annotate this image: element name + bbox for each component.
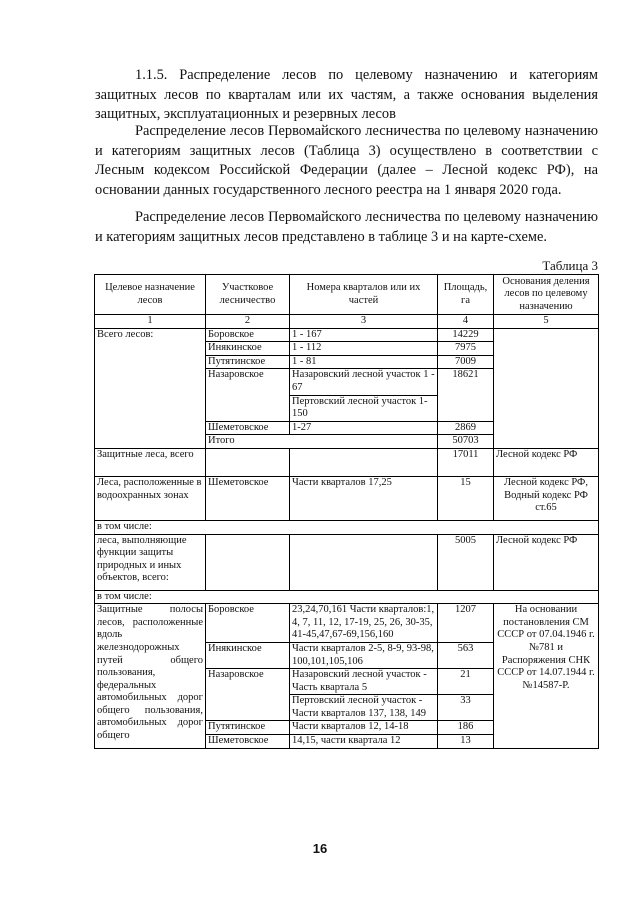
district-cell: Боровское <box>206 328 290 342</box>
quarters-cell: Части кварталов 17,25 <box>290 476 438 520</box>
col-number: 5 <box>494 315 599 329</box>
quarters-cell: 1-27 <box>290 421 438 435</box>
including-label: в том числе: <box>95 590 599 604</box>
area-cell: 21 <box>438 669 494 695</box>
paragraph-reference: Распределение лесов Первомайского лесничества по целевому назначению и категориям защитных лесов представлено в таблице 3 и на карте-схеме. <box>95 209 598 245</box>
quarters-cell: Части кварталов 2-5, 8-9, 93-98, 100,101,105,106 <box>290 642 438 668</box>
itogo-label: Итого <box>206 435 438 449</box>
area-cell: 17011 <box>438 448 494 476</box>
district-cell <box>206 534 290 590</box>
table-row <box>95 328 599 342</box>
area-cell: 186 <box>438 721 494 735</box>
forest-distribution-table <box>94 274 599 749</box>
district-cell: Боровское <box>206 604 290 643</box>
district-cell: Инякинское <box>206 342 290 356</box>
column-number-row <box>95 315 599 329</box>
area-cell: 5005 <box>438 534 494 590</box>
quarters-cell <box>290 448 438 476</box>
basis-cell: Лесной кодекс РФ <box>494 448 599 476</box>
quarters-cell: Пертовский лесной участок - Части кварталов 137, 138, 149 <box>290 695 438 721</box>
district-cell: Шеметовское <box>206 476 290 520</box>
header-row <box>95 275 599 315</box>
strips-label: Защитные полосы лесов, расположенные вдоль железнодорожных путей общего пользования, федеральных автомобильных дорог общего пользования, автомобильных дорог общего <box>95 604 206 749</box>
table-row <box>95 534 599 590</box>
col-number: 2 <box>206 315 290 329</box>
including-row <box>95 520 599 534</box>
section-heading: 1.1.5. Распределение лесов по целевому назначению и категориям защитных лесов по кварталам или их частям, а также основания выделения защитных, эксплуатационных и резервных лесов <box>95 67 598 122</box>
district-cell: Назаровское <box>206 669 290 721</box>
district-cell: Путятинское <box>206 721 290 735</box>
area-cell: 13 <box>438 735 494 749</box>
including-label: в том числе: <box>95 520 599 534</box>
table-caption: Таблица 3 <box>542 258 598 273</box>
strips-basis: На основании постановления СМ СССР от 07.04.1946 г. №781 и Распоряжения СНК СССР от 14.07.1944 г. №14587-Р. <box>494 604 599 749</box>
area-cell: 1207 <box>438 604 494 643</box>
itogo-area: 50703 <box>438 435 494 449</box>
district-cell <box>206 448 290 476</box>
area-cell: 33 <box>438 695 494 721</box>
table-row <box>95 448 599 476</box>
district-cell: Шеметовское <box>206 735 290 749</box>
header-purpose: Целевое назначение лесов <box>95 275 206 315</box>
water-label: Леса, расположенные в водоохранных зонах <box>95 476 206 520</box>
page-number: 16 <box>312 841 328 856</box>
header-basis: Основания деления лесов по целевому назначению <box>494 275 599 315</box>
area-cell: 563 <box>438 642 494 668</box>
area-cell: 7009 <box>438 355 494 369</box>
paragraph-basis: Распределение лесов Первомайского лесничества по целевому назначению и категориям защитных лесов (Таблица 3) осуществлено в соответствии с Лесным кодексом Российской Федерации (далее – Лесной кодекс РФ), на основании данных государственного лесного реестра на 1 января 2020 года. <box>95 123 598 198</box>
col-number: 3 <box>290 315 438 329</box>
area-cell: 15 <box>438 476 494 520</box>
area-cell: 18621 <box>438 369 494 421</box>
district-cell: Шеметовское <box>206 421 290 435</box>
quarters-cell: Назаровский лесной участок 1 - 67 <box>290 369 438 395</box>
area-cell: 14229 <box>438 328 494 342</box>
quarters-cell <box>290 534 438 590</box>
quarters-cell: Пертовский лесной участок 1-150 <box>290 395 438 421</box>
area-cell: 2869 <box>438 421 494 435</box>
district-cell: Инякинское <box>206 642 290 668</box>
header-area: Площадь, га <box>438 275 494 315</box>
col-number: 4 <box>438 315 494 329</box>
header-quarters: Номера кварталов или их частей <box>290 275 438 315</box>
quarters-cell: Назаровский лесной участок - Часть квартала 5 <box>290 669 438 695</box>
district-cell: Назаровское <box>206 369 290 421</box>
col-number: 1 <box>95 315 206 329</box>
basis-cell <box>494 328 599 448</box>
functions-label: леса, выполняющие функции защиты природных и иных объектов, всего: <box>95 534 206 590</box>
quarters-cell: 14,15, части квартала 12 <box>290 735 438 749</box>
quarters-cell: 23,24,70,161 Части кварталов:1, 4, 7, 11, 12, 17-19, 25, 26, 30-35, 41-45,47,67-69,156,160 <box>290 604 438 643</box>
quarters-cell: 1 - 167 <box>290 328 438 342</box>
header-district: Участковое лесничество <box>206 275 290 315</box>
basis-cell: Лесной кодекс РФ <box>494 534 599 590</box>
quarters-cell: 1 - 81 <box>290 355 438 369</box>
table-row <box>95 604 599 643</box>
quarters-cell: Части кварталов 12, 14-18 <box>290 721 438 735</box>
basis-cell: Лесной кодекс РФ, Водный кодекс РФ ст.65 <box>494 476 599 520</box>
total-label: Всего лесов: <box>95 328 206 448</box>
quarters-cell: 1 - 112 <box>290 342 438 356</box>
area-cell: 7975 <box>438 342 494 356</box>
district-cell: Путятинское <box>206 355 290 369</box>
including-row <box>95 590 599 604</box>
protective-label: Защитные леса, всего <box>95 448 206 476</box>
table-row <box>95 476 599 520</box>
